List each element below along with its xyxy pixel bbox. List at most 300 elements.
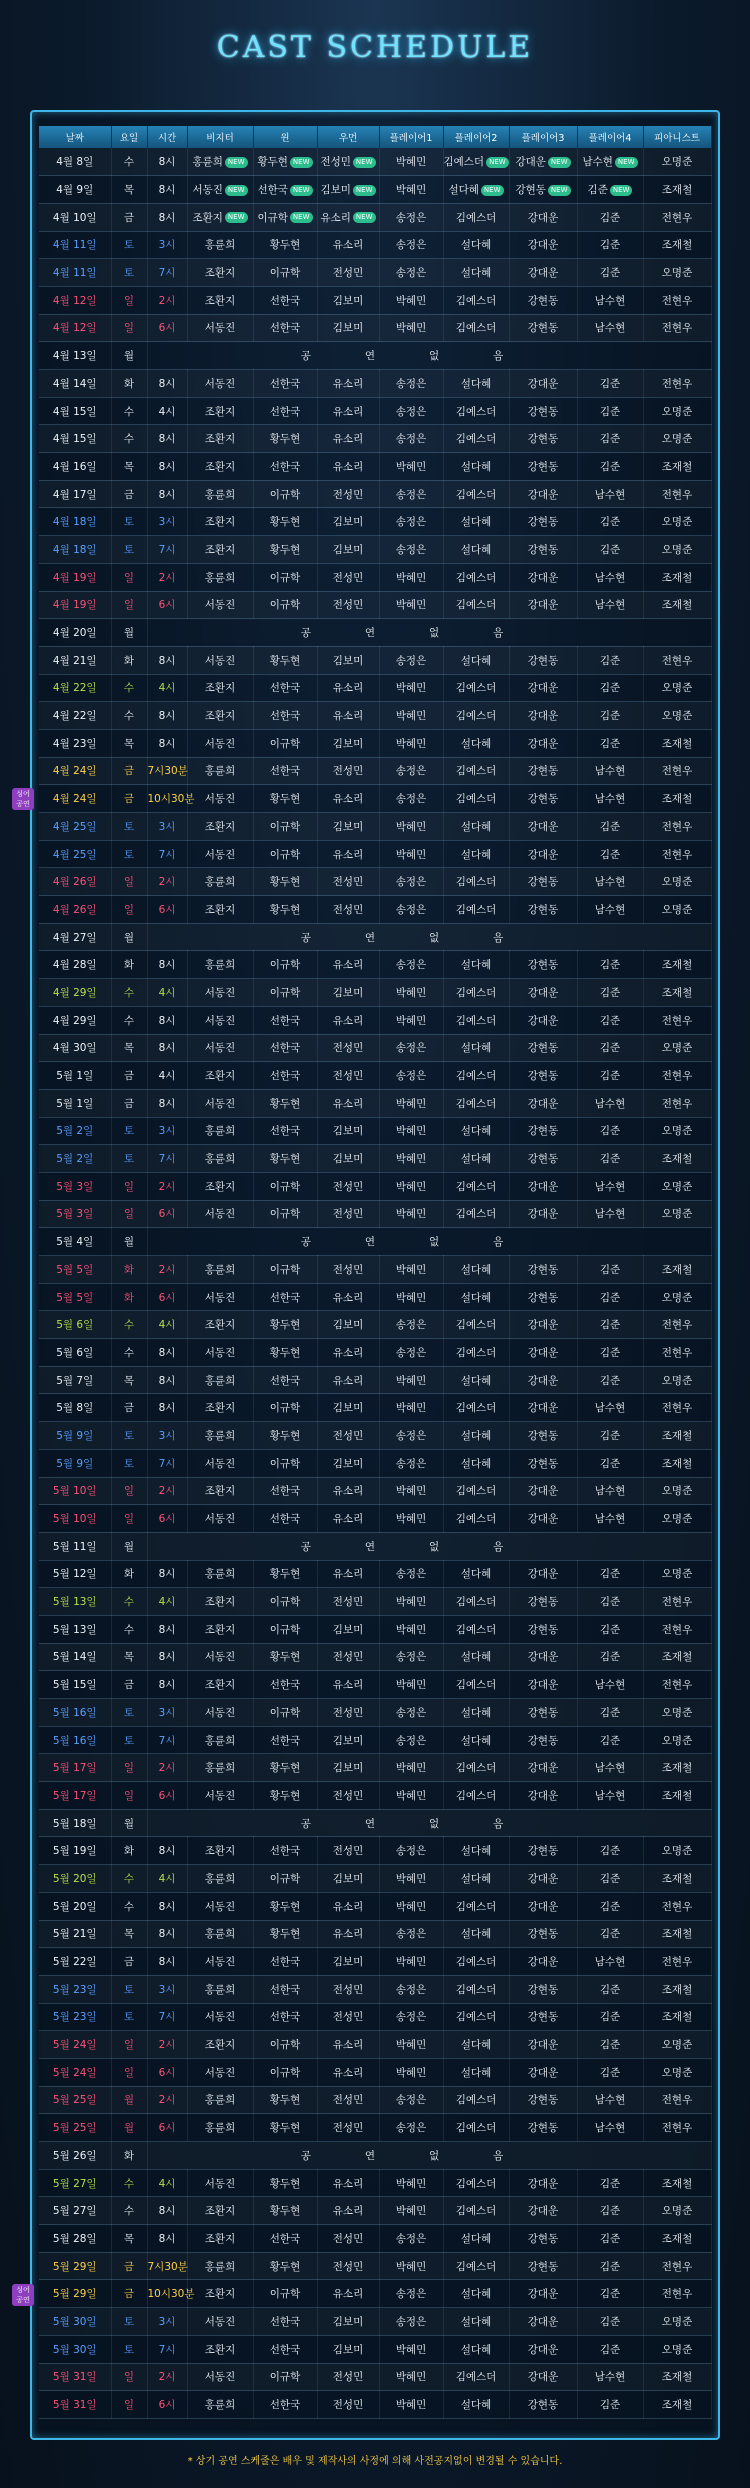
cast-cell [443, 480, 509, 508]
cast-name: 송정은 [395, 765, 427, 778]
cast-name: 강대운 [527, 1402, 559, 1415]
cast-cell [317, 1615, 379, 1643]
cast-cell [643, 2363, 711, 2391]
time-cell: 8시 [147, 453, 187, 481]
cast-cell [379, 259, 443, 287]
cast-name: 전성민 [332, 571, 364, 584]
cast-cell [577, 896, 643, 924]
table-row [39, 729, 711, 757]
date-cell: 4월 19일 [39, 563, 111, 591]
cast-name: 박혜민 [395, 571, 427, 584]
cast-cell [317, 1311, 379, 1339]
time-cell: 8시 [147, 1366, 187, 1394]
cast-cell [577, 1948, 643, 1976]
cast-cell [577, 1339, 643, 1367]
cast-name: 황두현 [269, 1319, 301, 1332]
weekday-cell: 수 [111, 1006, 147, 1034]
cast-name: 김준 [599, 1291, 621, 1304]
cast-name: 조환지 [204, 1845, 236, 1858]
cast-name: 김예스더 [455, 1513, 497, 1526]
date-cell: 5월 17일 [39, 1754, 111, 1782]
cast-name: 설다혜 [460, 2399, 492, 2412]
cast-cell [643, 1643, 711, 1671]
cast-name: 강현동 [527, 1734, 559, 1747]
cast-cell [317, 2114, 379, 2142]
cast-cell [577, 2280, 643, 2308]
cast-cell [379, 1865, 443, 1893]
time-cell: 4시 [147, 674, 187, 702]
weekday-cell: 토 [111, 536, 147, 564]
cast-name: 오명준 [661, 1291, 693, 1304]
time-cell: 8시 [147, 370, 187, 398]
cast-cell [187, 674, 253, 702]
column-header: 플레이어4 [577, 126, 643, 148]
cast-name: 선한국 [269, 1956, 301, 1969]
cast-cell [643, 896, 711, 924]
cast-name: 강현동 [527, 1706, 559, 1719]
cast-cell [509, 674, 577, 702]
cast-name: 조환지 [204, 1679, 236, 1692]
cast-cell [577, 1588, 643, 1616]
cast-cell [509, 259, 577, 287]
cast-name: 강현동 [527, 1596, 559, 1609]
cast-cell [253, 2197, 317, 2225]
cast-cell [379, 1892, 443, 1920]
time-cell: 10시30분 [147, 785, 187, 813]
cast-cell [253, 536, 317, 564]
cast-name: 조환지 [204, 1596, 236, 1609]
cast-cell [187, 2114, 253, 2142]
cast-name: 김예스더 [455, 211, 497, 224]
table-row [39, 979, 711, 1007]
cast-cell [253, 702, 317, 730]
cast-name: 남수현 [594, 2371, 626, 2384]
date-cell: 4월 9일 [39, 176, 111, 204]
cast-name: 황두현 [269, 1097, 301, 1110]
date-cell: 4월 30일 [39, 1034, 111, 1062]
cast-name: 이규학 [269, 1180, 301, 1193]
cast-cell [253, 1726, 317, 1754]
cast-name: 선한국 [269, 710, 301, 723]
cast-name: 조재철 [661, 1789, 693, 1802]
cast-name: 송정은 [395, 1651, 427, 1664]
new-cast-tag: NEW [225, 185, 248, 196]
cast-name: 조환지 [204, 2205, 236, 2218]
cast-name: 오명준 [661, 2039, 693, 2052]
cast-cell [643, 1505, 711, 1533]
cast-cell [317, 314, 379, 342]
cast-cell [509, 1006, 577, 1034]
cast-name: 설다혜 [460, 1125, 492, 1138]
cast-name: 홍륜희 [204, 2094, 236, 2107]
cast-cell [443, 1615, 509, 1643]
weekday-cell: 목 [111, 2225, 147, 2253]
cast-cell [443, 1034, 509, 1062]
cast-name: 전성민 [332, 1845, 364, 1858]
cast-name: 남수현 [594, 2094, 626, 2107]
cast-name: 김예스더 [455, 1679, 497, 1692]
date-cell: 5월 9일 [39, 1422, 111, 1450]
cast-cell [509, 1865, 577, 1893]
cast-name: 송정은 [395, 1429, 427, 1442]
cast-cell [509, 286, 577, 314]
cast-cell [577, 1145, 643, 1173]
cast-name: 김예스더 [455, 2122, 497, 2135]
cast-name: 이규학 [269, 1263, 301, 1276]
date-cell: 5월 10일 [39, 1505, 111, 1533]
cast-name: 전성민 [332, 765, 364, 778]
cast-name: 서동진 [204, 1789, 236, 1802]
cast-cell [253, 646, 317, 674]
table-row [39, 425, 711, 453]
cast-cell [577, 729, 643, 757]
cast-name: 김보미 [320, 184, 351, 197]
weekday-cell: 토 [111, 2335, 147, 2363]
cast-cell [379, 2031, 443, 2059]
cast-cell [443, 1200, 509, 1228]
cast-name: 김준 [599, 2399, 621, 2412]
cast-name: 전현우 [661, 2094, 693, 2107]
time-cell: 8시 [147, 1034, 187, 1062]
cast-cell [379, 397, 443, 425]
cast-name: 전성민 [332, 2399, 364, 2412]
cast-name: 홍륜희 [204, 1263, 236, 1276]
cast-name: 송정은 [395, 377, 427, 390]
cast-cell [253, 1671, 317, 1699]
cast-name: 강현동 [527, 516, 559, 529]
date-cell: 5월 30일 [39, 2308, 111, 2336]
table-row [39, 203, 711, 231]
table-row [39, 1671, 711, 1699]
table-row [39, 231, 711, 259]
cast-name: 남수현 [594, 765, 626, 778]
new-cast-tag: NEW [481, 185, 504, 196]
cast-name: 선한국 [269, 1734, 301, 1747]
table-row [39, 1394, 711, 1422]
cast-cell [577, 1117, 643, 1145]
cast-cell [443, 1422, 509, 1450]
cast-cell [443, 1366, 509, 1394]
cast-name: 김보미 [332, 543, 364, 556]
cast-cell [253, 1754, 317, 1782]
cast-cell [379, 1283, 443, 1311]
cast-name: 강대운 [527, 737, 559, 750]
weekday-cell: 금 [111, 480, 147, 508]
cast-name: 강대운 [527, 1014, 559, 1027]
cast-cell [253, 729, 317, 757]
weekday-cell: 일 [111, 2391, 147, 2419]
table-row [39, 1449, 711, 1477]
cast-name: 설다혜 [460, 1872, 492, 1885]
date-cell: 4월 24일 [39, 757, 111, 785]
cast-cell [253, 370, 317, 398]
cast-cell [443, 757, 509, 785]
cast-name: 유소리 [332, 239, 364, 252]
cast-cell [509, 1172, 577, 1200]
cast-name: 조재철 [661, 1983, 693, 1996]
cast-name: 김준 [599, 433, 621, 446]
cast-name: 김예스더 [455, 1346, 497, 1359]
cast-cell [317, 536, 379, 564]
cast-name: 오명준 [661, 1485, 693, 1498]
cast-name: 선한국 [269, 1125, 301, 1138]
date-cell: 5월 2일 [39, 1117, 111, 1145]
cast-name: 송정은 [395, 959, 427, 972]
cast-cell [443, 2391, 509, 2419]
table-row [39, 1560, 711, 1588]
cast-name: 서동진 [204, 1291, 236, 1304]
cast-name: 조환지 [192, 211, 223, 224]
cast-name: 전성민 [332, 876, 364, 889]
cast-cell [643, 2169, 711, 2197]
column-header: 시간 [147, 126, 187, 148]
cast-cell [187, 1311, 253, 1339]
cast-name: 조환지 [204, 1485, 236, 1498]
cast-name: 유소리 [332, 2177, 364, 2190]
weekday-cell: 수 [111, 148, 147, 176]
cast-cell [379, 425, 443, 453]
table-body [39, 148, 711, 2418]
weekday-cell: 금 [111, 2280, 147, 2308]
cast-name: 박혜민 [395, 1125, 427, 1138]
date-cell: 5월 3일 [39, 1172, 111, 1200]
cast-cell [443, 1006, 509, 1034]
cast-name: 오명준 [661, 1042, 693, 1055]
cast-cell [379, 896, 443, 924]
column-header: 날짜 [39, 126, 111, 148]
cast-cell [509, 2363, 577, 2391]
cast-name: 홍륜희 [204, 1568, 236, 1581]
cast-name: 박혜민 [395, 156, 427, 169]
cast-cell [379, 1754, 443, 1782]
cast-cell [317, 785, 379, 813]
cast-name: 선한국 [269, 1983, 301, 1996]
cast-cell [317, 702, 379, 730]
cast-cell [317, 1837, 379, 1865]
cast-name: 강대운 [527, 1319, 559, 1332]
cast-cell [317, 1726, 379, 1754]
cast-name: 박혜민 [395, 294, 427, 307]
weekday-cell: 금 [111, 1394, 147, 1422]
cast-name: 이규학 [269, 2288, 301, 2301]
cast-cell [643, 453, 711, 481]
cast-name: 유소리 [332, 2039, 364, 2052]
cast-cell [253, 425, 317, 453]
cast-name: 강대운 [527, 2177, 559, 2190]
cast-name: 박혜민 [395, 460, 427, 473]
cast-cell [509, 646, 577, 674]
cast-name: 박혜민 [395, 1485, 427, 1498]
weekday-cell: 일 [111, 2058, 147, 2086]
cast-name: 서동진 [204, 1208, 236, 1221]
cast-cell [317, 2225, 379, 2253]
cast-name: 송정은 [395, 543, 427, 556]
cast-cell [643, 1865, 711, 1893]
cast-cell [187, 2197, 253, 2225]
cast-cell [643, 1837, 711, 1865]
cast-cell [643, 1394, 711, 1422]
cast-name: 강대운 [527, 377, 559, 390]
time-cell: 3시 [147, 508, 187, 536]
cast-name: 유소리 [332, 793, 364, 806]
cast-cell [577, 674, 643, 702]
cast-cell [443, 1948, 509, 1976]
cast-cell [443, 2114, 509, 2142]
cast-cell [317, 674, 379, 702]
cast-name: 설다혜 [460, 820, 492, 833]
cast-name: 황두현 [269, 1346, 301, 1359]
cast-cell [379, 480, 443, 508]
cast-name: 전성민 [332, 599, 364, 612]
cast-name: 남수현 [594, 1762, 626, 1775]
time-cell: 3시 [147, 1117, 187, 1145]
cast-cell [379, 453, 443, 481]
cast-cell [253, 397, 317, 425]
cast-cell [253, 1339, 317, 1367]
cast-name: 서동진 [204, 1014, 236, 1027]
cast-cell [509, 2391, 577, 2419]
time-cell: 6시 [147, 2391, 187, 2419]
weekday-cell: 토 [111, 1726, 147, 1754]
cast-name: 강현동 [527, 2094, 559, 2107]
cast-cell [577, 1034, 643, 1062]
time-cell: 2시 [147, 1477, 187, 1505]
cast-name: 전성민 [332, 903, 364, 916]
cast-cell [253, 1920, 317, 1948]
cast-cell [577, 2225, 643, 2253]
cast-name: 전성민 [332, 1263, 364, 1276]
cast-cell [577, 2391, 643, 2419]
cast-cell [379, 2114, 443, 2142]
cast-name: 김준 [599, 848, 621, 861]
weekday-cell: 목 [111, 176, 147, 204]
date-cell: 5월 6일 [39, 1311, 111, 1339]
table-row [39, 1422, 711, 1450]
cast-name: 전성민 [332, 2094, 364, 2107]
cast-cell [187, 2086, 253, 2114]
date-cell: 4월 18일 [39, 508, 111, 536]
cast-cell [643, 1283, 711, 1311]
cast-name: 전성민 [332, 2011, 364, 2024]
cast-cell [443, 1172, 509, 1200]
cast-name: 김준 [599, 1153, 621, 1166]
cast-name: 강현동 [527, 1070, 559, 1083]
table-row [39, 840, 711, 868]
cast-name: 서동진 [204, 322, 236, 335]
cast-name: 유소리 [332, 848, 364, 861]
cast-name: 조재철 [661, 239, 693, 252]
cast-cell [317, 1172, 379, 1200]
cast-cell [577, 1062, 643, 1090]
cast-cell [643, 785, 711, 813]
cast-name: 김예스더 [455, 710, 497, 723]
cast-cell [509, 1283, 577, 1311]
no-show-cell: 공연없음 [147, 1532, 711, 1560]
cast-name: 유소리 [332, 2066, 364, 2079]
cast-name: 박혜민 [395, 184, 427, 197]
date-cell: 5월 23일 [39, 2003, 111, 2031]
cast-name: 선한국 [269, 1845, 301, 1858]
cast-name: 강현동 [527, 1928, 559, 1941]
cast-name: 김예스더 [455, 405, 497, 418]
cast-cell [317, 203, 379, 231]
date-cell: 4월 17일 [39, 480, 111, 508]
cast-name: 강대운 [527, 1485, 559, 1498]
cast-cell [443, 1754, 509, 1782]
cast-name: 김준 [599, 820, 621, 833]
cast-name: 강대운 [527, 211, 559, 224]
cast-cell [379, 563, 443, 591]
time-cell: 7시 [147, 259, 187, 287]
cast-cell [643, 1782, 711, 1810]
cast-name: 송정은 [395, 488, 427, 501]
date-cell: 5월 16일 [39, 1699, 111, 1727]
cast-name: 김예스더 [455, 2371, 497, 2384]
weekday-cell: 일 [111, 1172, 147, 1200]
cast-name: 전성민 [332, 1983, 364, 1996]
cast-cell [253, 1283, 317, 1311]
weekday-cell: 금 [111, 785, 147, 813]
cast-name: 유소리 [332, 1485, 364, 1498]
cast-cell [643, 813, 711, 841]
cast-cell [187, 813, 253, 841]
cast-name: 선한국 [269, 1679, 301, 1692]
cast-cell [509, 729, 577, 757]
cast-name: 조재철 [661, 1872, 693, 1885]
time-cell: 7시 [147, 1726, 187, 1754]
cast-name: 김준 [599, 516, 621, 529]
cast-name: 김준 [599, 1983, 621, 1996]
table-row [39, 1615, 711, 1643]
cast-name: 박혜민 [395, 1623, 427, 1636]
cast-cell [379, 1615, 443, 1643]
time-cell: 8시 [147, 176, 187, 204]
cast-name: 설다혜 [460, 848, 492, 861]
cast-name: 김준 [599, 1900, 621, 1913]
cast-cell [509, 2169, 577, 2197]
cast-cell [443, 2280, 509, 2308]
cast-name: 김예스더 [455, 1402, 497, 1415]
cast-name: 김보미 [332, 2343, 364, 2356]
cast-name: 설다혜 [460, 1734, 492, 1747]
cast-cell [379, 203, 443, 231]
cast-name: 김준 [599, 1014, 621, 1027]
weekday-cell: 월 [111, 1228, 147, 1256]
table-row [39, 1948, 711, 1976]
cast-cell [577, 2086, 643, 2114]
date-cell: 5월 9일 [39, 1449, 111, 1477]
cast-cell [253, 2114, 317, 2142]
weekday-cell: 금 [111, 1089, 147, 1117]
cast-cell [577, 1615, 643, 1643]
cast-cell [317, 896, 379, 924]
cast-cell [643, 370, 711, 398]
cast-name: 이규학 [269, 1596, 301, 1609]
cast-name: 김예스더 [455, 294, 497, 307]
table-row [39, 1892, 711, 1920]
cast-cell [253, 1034, 317, 1062]
time-cell: 8시 [147, 1394, 187, 1422]
time-cell: 8시 [147, 148, 187, 176]
weekday-cell: 수 [111, 1311, 147, 1339]
cast-cell [317, 2280, 379, 2308]
time-cell: 6시 [147, 1782, 187, 1810]
cast-cell [253, 674, 317, 702]
cast-cell [577, 840, 643, 868]
cast-name: 김보미 [332, 1402, 364, 1415]
cast-cell [509, 2308, 577, 2336]
cast-name: 김보미 [332, 1762, 364, 1775]
